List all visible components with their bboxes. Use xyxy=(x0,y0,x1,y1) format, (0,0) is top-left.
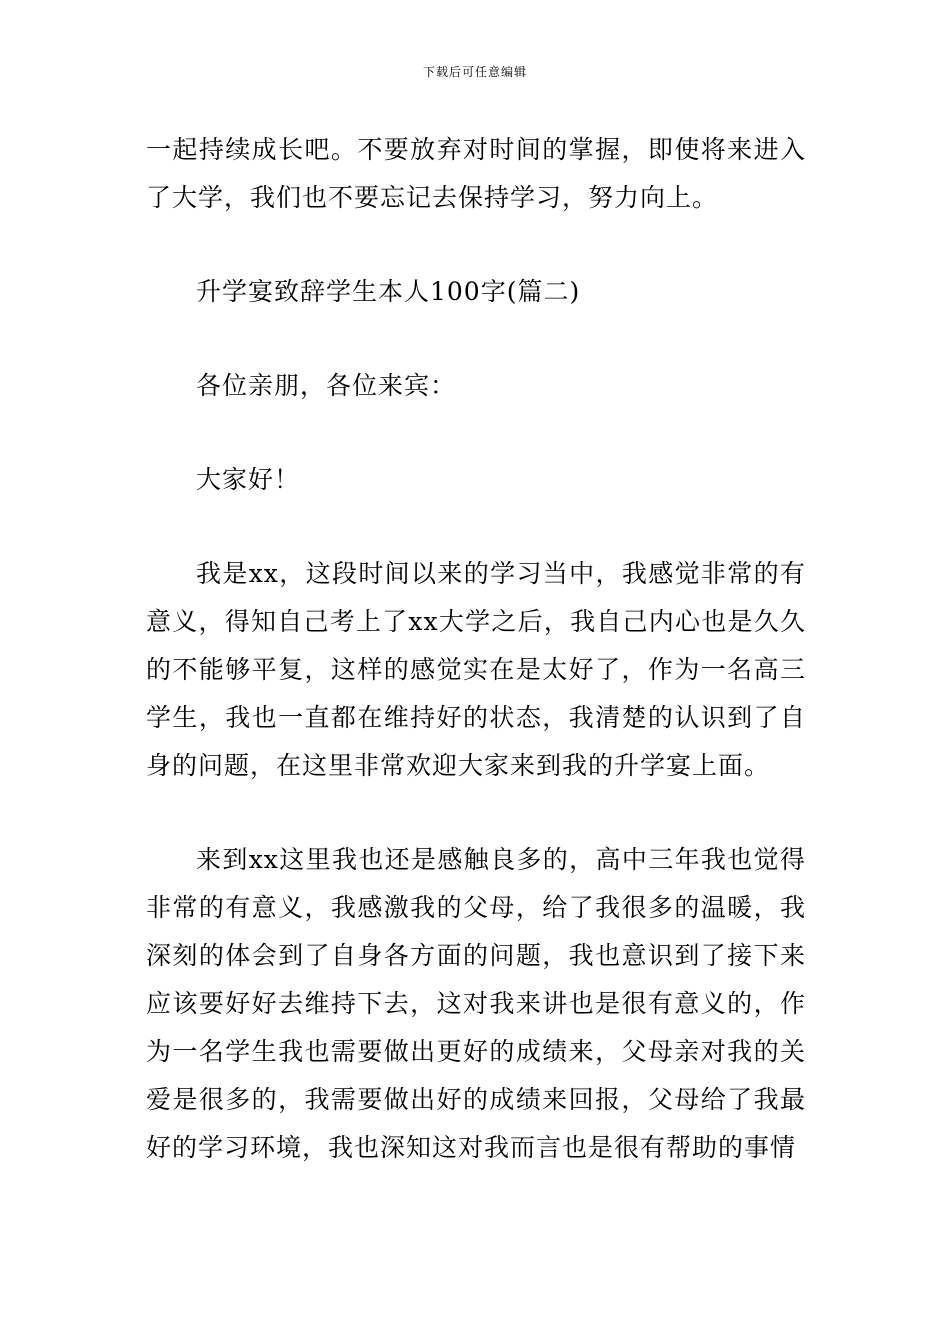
greeting: 大家好！ xyxy=(196,465,301,494)
document-body xyxy=(146,126,806,1218)
salutation: 各位亲朋，各位来宾： xyxy=(196,371,457,400)
section-title: 升学宴致辞学生本人100字(篇二) xyxy=(196,277,581,306)
paragraph-continuation: 一起持续成长吧。不要放弃对时间的掌握，即使将来进入了大学，我们也不要忘记去保持学习，努力向上。 xyxy=(146,135,806,212)
paragraph-intro: 我是xx，这段时间以来的学习当中，我感觉非常的有意义，得知自己考上了xx大学之后，我自己内心也是久久的不能够平复，这样的感觉实在是太好了，作为一名高三学生，我也一直都在维持好的状态，我清楚的认识到了自身的问题，在这里非常欢迎大家来到我的升学宴上面。 xyxy=(146,559,806,780)
page-header: 下载后可任意编辑 xyxy=(422,65,527,79)
paragraph-gratitude: 来到xx这里我也还是感触良多的，高中三年我也觉得非常的有意义，我感激我的父母，给了我很多的温暖，我深刻的体会到了自身各方面的问题，我也意识到了接下来应该要好好去维持下去，这对我来讲也是很有意义的，作为一名学生我也需要做出更好的成绩来，父母亲对我的关爱是很多的，我需要做出好的成绩来回报，父母给了我最好的学习环境，我也深知这对我而言也是很有帮助的事情 xyxy=(146,845,806,1162)
